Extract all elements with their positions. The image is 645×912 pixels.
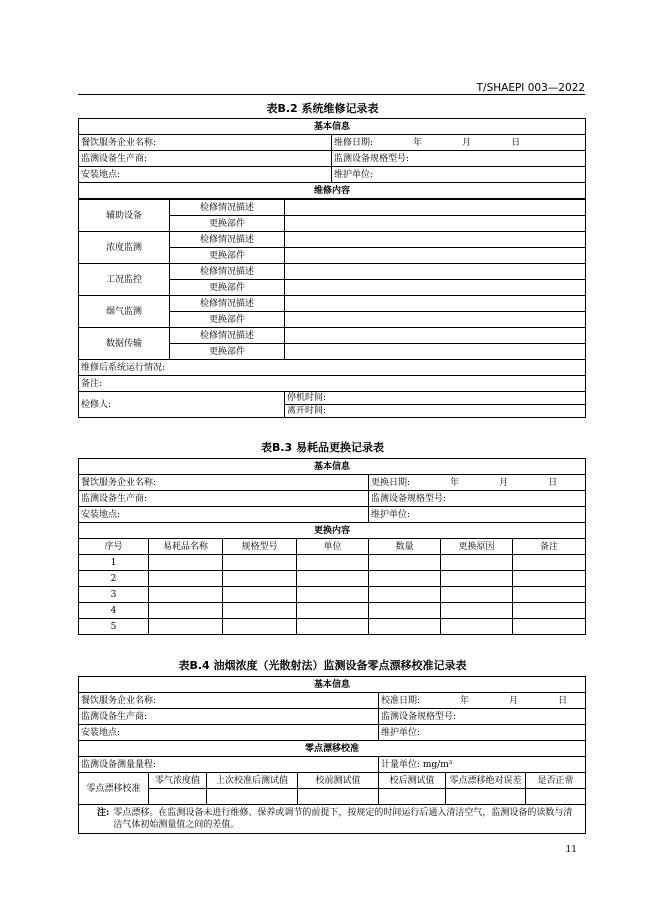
note-label: 注:	[97, 808, 110, 818]
desc-value	[285, 296, 586, 312]
table-b4-caption: 表B.4 油烟浓度（光散射法）监测设备零点漂移校准记录表	[178, 659, 467, 672]
leave-time-label: 离开时间:	[285, 405, 586, 418]
col-header: 校后测试值	[379, 773, 446, 789]
item-auxiliary-device: 辅助设备	[79, 200, 170, 232]
replace-date-cell	[369, 475, 586, 491]
table-b4	[78, 676, 586, 834]
month-label: 月	[499, 477, 509, 488]
table-row	[79, 603, 586, 619]
repair-date-cell	[332, 135, 586, 151]
zero-drift-header: 零点漂移校准	[79, 741, 586, 757]
table-row	[79, 571, 586, 587]
basic-info-header: 基本信息	[79, 677, 586, 693]
table-row	[79, 587, 586, 603]
table-row	[79, 555, 586, 571]
col-header: 备注	[513, 539, 586, 555]
unit-cell	[379, 757, 586, 773]
item-data-transfer: 数据传输	[79, 328, 170, 360]
col-header: 数量	[369, 539, 441, 555]
col-header: 规格型号	[223, 539, 297, 555]
table-b2-body	[78, 199, 586, 418]
company-label: 餐饮服务企业名称:	[79, 475, 369, 491]
model-label: 监测设备规格型号:	[379, 709, 586, 725]
col-header: 单位	[297, 539, 369, 555]
day-label: 日	[548, 477, 558, 488]
desc-label: 检修情况描述	[170, 328, 285, 344]
day-label: 日	[511, 137, 521, 148]
day-label: 日	[558, 695, 568, 706]
basic-info-header: 基本信息	[79, 459, 586, 475]
row-index: 5	[79, 619, 149, 635]
table-b3-caption: 表B.3 易耗品更换记录表	[260, 441, 385, 454]
desc-value	[285, 232, 586, 248]
parts-label: 更换部件	[170, 312, 285, 328]
row-index: 2	[79, 571, 149, 587]
maintainer-label: 维护单位:	[379, 725, 586, 741]
manufacturer-label: 监测设备生产商:	[79, 709, 379, 725]
remark-label: 备注:	[79, 376, 586, 392]
maintainer-label: 维护单位:	[332, 167, 586, 183]
row-index: 4	[79, 603, 149, 619]
parts-value	[285, 248, 586, 264]
parts-label: 更换部件	[170, 344, 285, 360]
calib-date-label: 校准日期:	[381, 695, 421, 706]
note-text: 零点漂移。在监测设备未进行维修、保养或调节的前提下，按规定的时间运行后通入清洁空气，监测设备的读数与清洁气体初始测量值之间的差值。	[113, 808, 573, 830]
basic-info-header: 基本信息	[79, 119, 586, 135]
year-label: 年	[460, 695, 470, 706]
desc-label: 检修情况描述	[170, 232, 285, 248]
desc-label: 检修情况描述	[170, 264, 285, 280]
parts-value	[285, 344, 586, 360]
year-label: 年	[450, 477, 460, 488]
location-label: 安装地点:	[79, 507, 369, 523]
manufacturer-label: 监测设备生产商:	[79, 491, 369, 507]
repair-content-header: 维修内容	[79, 183, 586, 199]
header-rule	[78, 94, 585, 95]
desc-value	[285, 200, 586, 216]
item-condition: 工况监控	[79, 264, 170, 296]
replace-date-label: 更换日期:	[371, 477, 411, 488]
unit-value: mg/m³	[422, 759, 453, 770]
row-index: 1	[79, 555, 149, 571]
manufacturer-label: 监测设备生产商:	[79, 151, 332, 167]
col-header: 零气浓度值	[149, 773, 207, 789]
after-run-label: 维修后系统运行情况:	[79, 360, 586, 376]
desc-label: 检修情况描述	[170, 296, 285, 312]
table-b3	[78, 458, 586, 635]
parts-value	[285, 280, 586, 296]
standard-code: T/SHAEPI 003—2022	[476, 82, 585, 94]
col-header: 更换原因	[441, 539, 513, 555]
desc-label: 检修情况描述	[170, 200, 285, 216]
month-label: 月	[462, 137, 472, 148]
col-header: 易耗品名称	[149, 539, 223, 555]
col-header: 校前测试值	[298, 773, 379, 789]
zero-drift-row-label: 零点漂移校准	[79, 773, 149, 805]
desc-value	[285, 264, 586, 280]
location-label: 安装地点:	[79, 167, 332, 183]
repairer-label: 检修人:	[79, 392, 285, 418]
col-header: 零点漂移绝对误差	[446, 773, 526, 789]
repair-date-label: 维修日期:	[334, 137, 374, 148]
page-number: 11	[565, 845, 577, 855]
model-label: 监测设备规格型号:	[332, 151, 586, 167]
range-label: 监测设备测量量程:	[79, 757, 379, 773]
unit-label: 计量单位:	[381, 759, 421, 770]
replace-content-header: 更换内容	[79, 523, 586, 539]
calib-date-cell	[379, 693, 586, 709]
col-header: 上次校准后测试值	[207, 773, 298, 789]
stop-time-label: 停机时间:	[285, 392, 586, 405]
parts-label: 更换部件	[170, 248, 285, 264]
parts-label: 更换部件	[170, 280, 285, 296]
item-flue-gas: 烟气监测	[79, 296, 170, 328]
month-label: 月	[509, 695, 519, 706]
row-index: 3	[79, 587, 149, 603]
location-label: 安装地点:	[79, 725, 379, 741]
desc-value	[285, 328, 586, 344]
col-header: 是否正常	[526, 773, 586, 789]
table-b2-caption: 表B.2 系统维修记录表	[266, 102, 379, 115]
model-label: 监测设备规格型号:	[369, 491, 586, 507]
col-header: 序号	[79, 539, 149, 555]
maintainer-label: 维护单位:	[369, 507, 586, 523]
parts-value	[285, 216, 586, 232]
company-label: 餐饮服务企业名称:	[79, 693, 379, 709]
company-label: 餐饮服务企业名称:	[79, 135, 332, 151]
parts-label: 更换部件	[170, 216, 285, 232]
item-concentration: 浓度监测	[79, 232, 170, 264]
year-label: 年	[413, 137, 423, 148]
table-b2	[78, 118, 586, 199]
parts-value	[285, 312, 586, 328]
note-cell	[79, 805, 586, 834]
table-row	[79, 619, 586, 635]
